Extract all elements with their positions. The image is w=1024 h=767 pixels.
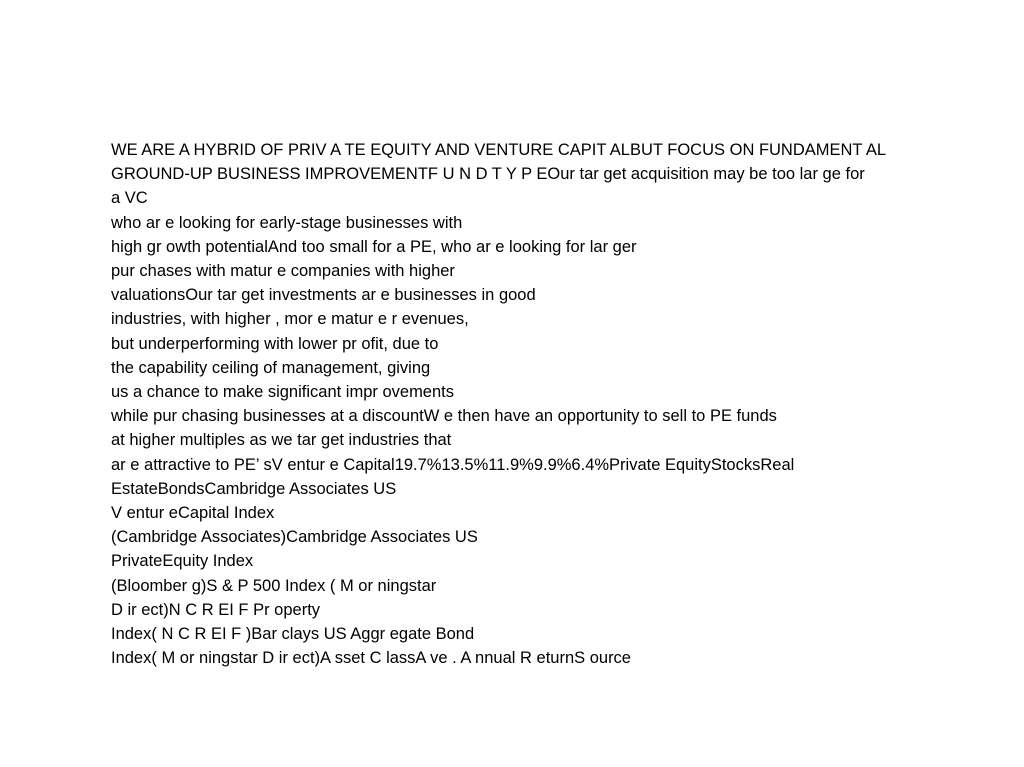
text-line: EstateBondsCambridge Associates US <box>111 479 397 498</box>
text-line: ar e attractive to PE’ sV entur e Capital19.7%13.5%11.9%9.9%6.4%Private EquityStocksReal <box>111 455 795 474</box>
text-line: Index( M or ningstar D ir ect)A sset C lassA ve . A nnual R eturnS ource <box>111 649 631 668</box>
text-line: pur chases with matur e companies with higher <box>111 262 455 281</box>
text-line: while pur chasing businesses at a discountW e then have an opportunity to sell to PE funds <box>111 407 777 426</box>
text-line: D ir ect)N C R EI F Pr operty <box>111 600 321 619</box>
text-line: (Cambridge Associates)Cambridge Associates US <box>111 528 478 547</box>
text-line: but underperforming with lower pr ofit, due to <box>111 334 439 353</box>
text-line: PrivateEquity Index <box>111 552 254 571</box>
text-line: WE ARE A HYBRID OF PRIV A TE EQUITY AND VENTURE CAPIT ALBUT FOCUS ON FUNDAMENT AL <box>111 141 887 159</box>
text-line: at higher multiples as we tar get industries that <box>111 431 452 450</box>
text-line: Index( N C R EI F )Bar clays US Aggr egate Bond <box>111 625 475 644</box>
text-line: V entur eCapital Index <box>111 504 275 523</box>
text-line: who ar e looking for early-stage businesses with <box>111 213 463 232</box>
text-line: the capability ceiling of management, giving <box>111 358 431 377</box>
text-line: us a chance to make significant impr ovements <box>111 383 454 402</box>
text-line: (Bloomber g)S & P 500 Index ( M or ningstar <box>111 576 437 595</box>
text-line: industries, with higher , mor e matur e r evenues, <box>111 310 469 329</box>
slide-text-block <box>111 138 911 670</box>
text-line: GROUND-UP BUSINESS IMPROVEMENTF U N D T Y P EOur tar get acquisition may be too lar ge for <box>111 165 865 184</box>
text-line: high gr owth potentialAnd too small for a PE, who ar e looking for lar ger <box>111 237 637 256</box>
text-line: a VC <box>111 189 148 208</box>
text-line: valuationsOur tar get investments ar e businesses in good <box>111 286 536 305</box>
